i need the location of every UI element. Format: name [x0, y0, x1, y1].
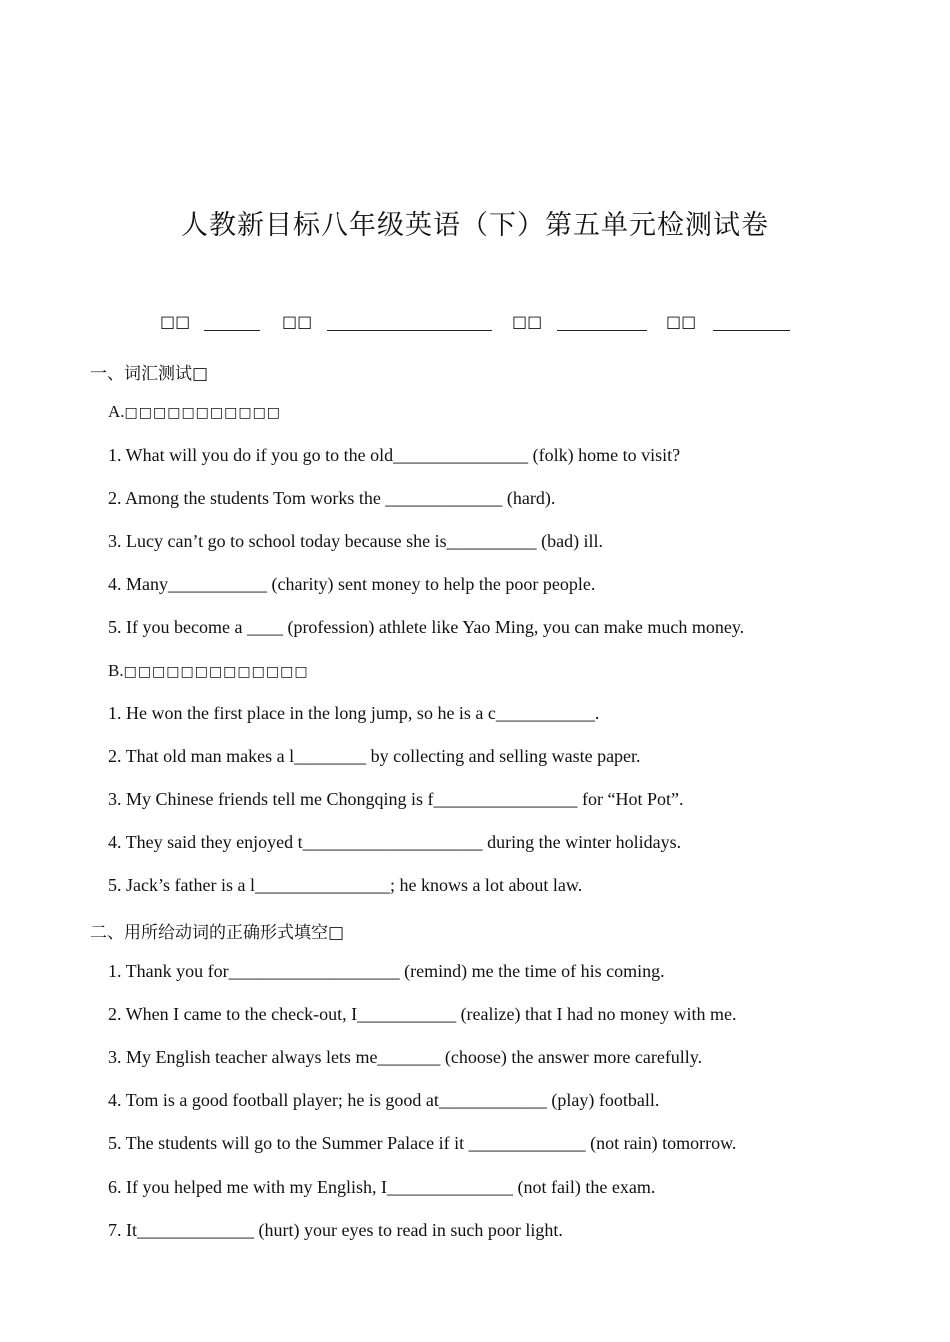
section-heading-vocabulary: 一、词汇测试□ — [90, 364, 209, 384]
part-a-label: A. — [108, 402, 125, 421]
question-c3: 3. My English teacher always lets me_______ (choose) the answer more carefully. — [108, 1047, 703, 1067]
question-a4: 4. Many___________ (charity) sent money to help the poor people. — [108, 574, 596, 594]
question-c6: 6. If you helped me with my English, I______________ (not fail) the exam. — [108, 1177, 656, 1197]
question-a1: 1. What will you do if you go to the old_______________ (folk) home to visit? — [108, 445, 681, 465]
question-a3: 3. Lucy can’t go to school today because she is__________ (bad) ill. — [108, 531, 604, 551]
question-b4: 4. They said they enjoyed t____________________ during the winter holidays. — [108, 832, 682, 852]
section-heading-verb-forms: 二、用所给动词的正确形式填空□ — [90, 923, 345, 943]
question-b1: 1. He won the first place in the long jump, so he is a c___________. — [108, 703, 600, 723]
question-c2: 2. When I came to the check-out, I___________ (realize) that I had no money with me. — [108, 1004, 737, 1024]
info-blank-2[interactable] — [327, 330, 492, 331]
part-b-heading — [108, 661, 309, 681]
question-b2: 2. That old man makes a l________ by collecting and selling waste paper. — [108, 746, 641, 766]
info-label-3: □□ — [512, 312, 543, 331]
page-title: 人教新目标八年级英语（下）第五单元检测试卷 — [181, 210, 769, 241]
part-b-instruction: □□□□□□□□□□□□□ — [123, 664, 309, 680]
question-a2: 2. Among the students Tom works the _____________ (hard). — [108, 488, 556, 508]
info-blank-1[interactable] — [204, 330, 260, 331]
question-c4: 4. Tom is a good football player; he is good at____________ (play) football. — [108, 1090, 660, 1110]
part-a-instruction: □□□□□□□□□□□ — [124, 405, 282, 421]
info-label-4: □□ — [666, 312, 697, 331]
info-label-1: □□ — [160, 312, 191, 331]
info-blank-3[interactable] — [557, 330, 647, 331]
part-b-label: B. — [108, 661, 124, 680]
part-a-heading — [108, 402, 281, 422]
question-c7: 7. It_____________ (hurt) your eyes to read in such poor light. — [108, 1220, 563, 1240]
question-c1: 1. Thank you for___________________ (remind) me the time of his coming. — [108, 961, 665, 981]
question-b5: 5. Jack’s father is a l_______________; he knows a lot about law. — [108, 875, 583, 895]
question-b3: 3. My Chinese friends tell me Chongqing is f________________ for “Hot Pot”. — [108, 789, 684, 809]
student-info-row — [160, 312, 800, 336]
question-a5: 5. If you become a ____ (profession) athlete like Yao Ming, you can make much money. — [108, 617, 745, 637]
info-blank-4[interactable] — [713, 330, 790, 331]
info-label-2: □□ — [282, 312, 313, 331]
question-c5: 5. The students will go to the Summer Palace if it _____________ (not rain) tomorrow. — [108, 1133, 737, 1153]
